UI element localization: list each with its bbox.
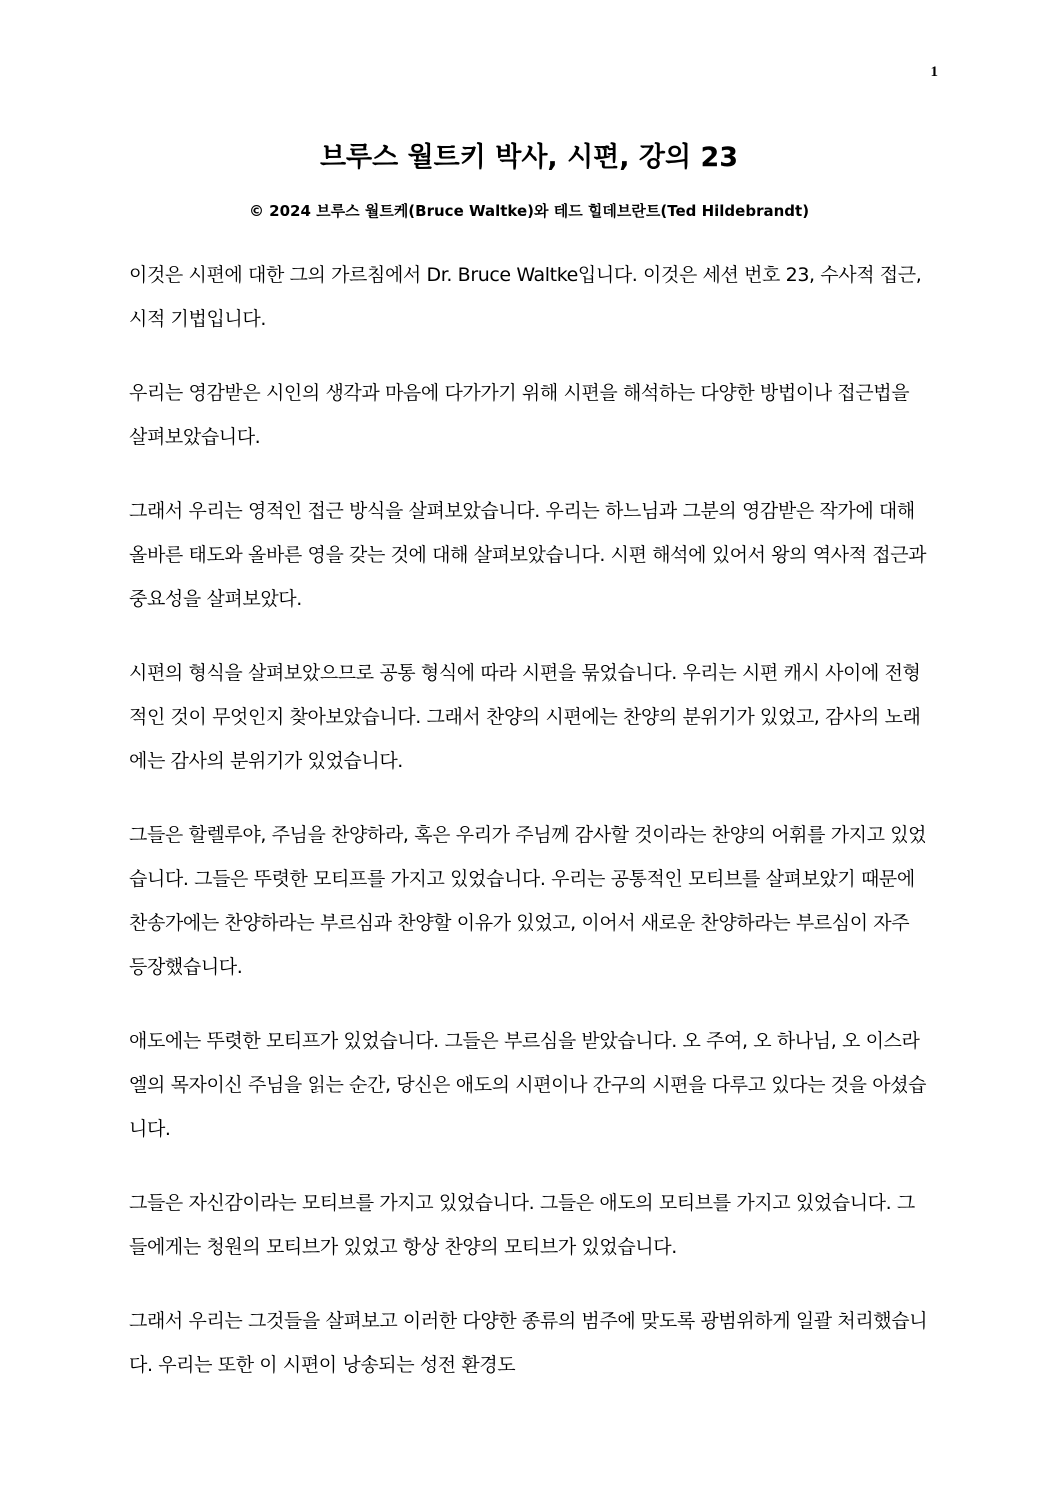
paragraph: 애도에는 뚜렷한 모티프가 있었습니다. 그들은 부르심을 받았습니다. 오 주여, 오 하나님, 오 이스라엘의 목자이신 주님을 읽는 순간, 당신은 애도의 시편이나 간구의 시편을 다루고 있다는 것을 아셨습니다. bbox=[129, 1030, 927, 1140]
document-title: 브루스 월트키 박사, 시편, 강의 23 bbox=[319, 142, 739, 173]
paragraph: 그래서 우리는 영적인 접근 방식을 살펴보았습니다. 우리는 하느님과 그분의 영감받은 작가에 대해 올바른 태도와 올바른 영을 갖는 것에 대해 살펴보았습니다. 시편 해석에 있어서 왕의 역사적 접근과 중요성을 살펴보았다. bbox=[129, 500, 927, 610]
paragraph: 시편의 형식을 살펴보았으므로 공통 형식에 따라 시편을 묶었습니다. 우리는 시편 캐시 사이에 전형적인 것이 무엇인지 찾아보았습니다. 그래서 찬양의 시편에는 찬양의 분위기가 있었고, 감사의 노래에는 감사의 분위기가 있었습니다. bbox=[129, 662, 921, 772]
paragraph: 우리는 영감받은 시인의 생각과 마음에 다가가기 위해 시편을 해석하는 다양한 방법이나 접근법을 살펴보았습니다. bbox=[129, 382, 910, 448]
paragraph: 그들은 할렐루야, 주님을 찬양하라, 혹은 우리가 주님께 감사할 것이라는 찬양의 어휘를 가지고 있었습니다. 그들은 뚜렷한 모티프를 가지고 있었습니다. 우리는 공통적인 모티브를 살펴보았기 때문에 찬송가에는 찬양하라는 부르심과 찬양할 이유가 있었고, 이어서 새로운 찬양하라는 부르심이 자주 등장했습니다. bbox=[129, 824, 927, 978]
paragraph: 이것은 시편에 대한 그의 가르침에서 Dr. Bruce Waltke입니다. 이것은 세션 번호 23, 수사적 접근, 시적 기법입니다. bbox=[129, 264, 922, 330]
paragraph: 그들은 자신감이라는 모티브를 가지고 있었습니다. 그들은 애도의 모티브를 가지고 있었습니다. 그들에게는 청원의 모티브가 있었고 항상 찬양의 모티브가 있었습니다. bbox=[129, 1192, 915, 1258]
page-number: 1 bbox=[930, 64, 938, 80]
transcript-body bbox=[129, 253, 929, 1417]
copyright-line: © 2024 브루스 월트케(Bruce Waltke)와 테드 힐데브란트(Ted Hildebrandt) bbox=[248, 202, 810, 220]
paragraph: 그래서 우리는 그것들을 살펴보고 이러한 다양한 종류의 범주에 맞도록 광범위하게 일괄 처리했습니다. 우리는 또한 이 시편이 낭송되는 성전 환경도 bbox=[129, 1310, 928, 1376]
